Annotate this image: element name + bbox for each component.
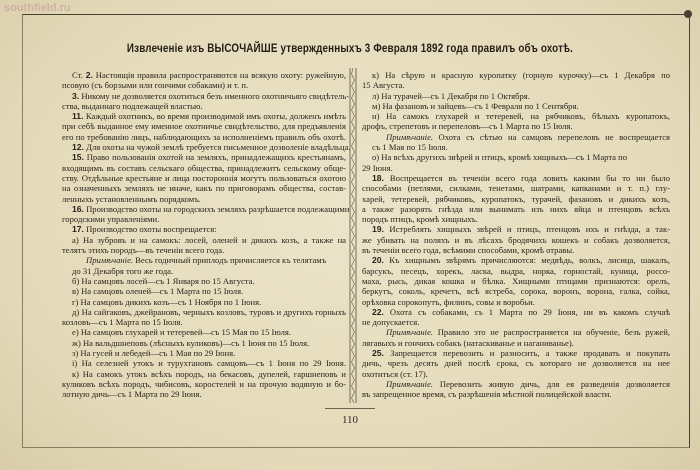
text-line: 3. Никому не дозволяется охотиться безъ именного охотничьяго свидѣтель- [72, 90, 350, 101]
text-line: 11. Каждый охотникъ, во время производимой имъ охоты, долженъ имѣть [72, 111, 346, 122]
article-number: 2. [85, 70, 93, 80]
frame-ornament-dot [684, 10, 692, 18]
article-number: 17. [72, 224, 84, 235]
text-line: 25. Запрещается перевозить и разносить, а также продавать и покупать [372, 348, 670, 359]
text-line: псовую (съ борзыми или гончими собаками) и т. п. [62, 80, 249, 91]
text-line: о) На всѣхъ другихъ звѣрей и птицъ, кромѣ хищныхъ—съ 1 Марта по [372, 152, 628, 163]
text-line: а) На зубровъ и на самокъ: лосей, оленей и дикихъ козъ, а также на [72, 234, 346, 245]
right-column [362, 70, 670, 400]
text-line: входящимъ въ составъ сельскаго общества, принадлежитъ сельскому обще- [62, 162, 346, 173]
text-line: 15 Августа. [362, 80, 405, 91]
article-number: 22. [372, 306, 384, 317]
text-line: Ст. 2. Настоящія правила распространяются на всякую охоту: ружейную, [72, 70, 346, 80]
text-line: 12. Для охоты на чужой землѣ требуется письменное дозволеніе владѣльца. [72, 142, 351, 153]
text-line: не допускается. [362, 317, 420, 328]
text-line: 17. Производство охоты воспрещается: [72, 224, 217, 235]
text-line: ства, выданнаго подлежащей властью. [62, 100, 203, 111]
column-divider-ornament [347, 68, 359, 403]
text-line: в) На самцовъ оленей—съ 1 Марта по 15 Іюля. [72, 286, 244, 297]
text-line: лотную дичь—съ 1 Марта по 29 Іюня. [62, 389, 202, 400]
article-number: 20. [372, 255, 384, 266]
text-line: харей, тетеревей, рябчиковъ, куропатокъ, турачей, фазановъ и дикихъ козъ, [362, 193, 670, 204]
text-line: к) На самокъ утокъ всѣхъ породъ, на бекасовъ, дупелей, гаршнеповъ и [72, 368, 346, 379]
article-number: 15. [72, 152, 84, 163]
article-number: 16. [72, 203, 84, 214]
article-number: 18. [372, 172, 384, 183]
text-line: способами (петлями, силками, тенетами, шатрами, капканами и т. п.) глу- [362, 183, 670, 194]
text-line: б) На самцовъ лосей—съ 1 Января по 15 Августа. [72, 275, 255, 286]
text-line: Примѣчаніе. Охота съ сѣтью на самцовъ перепеловъ не воспрещается [386, 131, 670, 142]
page-number-rule [325, 408, 375, 409]
article-number: 19. [372, 224, 384, 235]
note-label: Примѣчаніе. [386, 327, 434, 338]
text-line: н) На самокъ глухарей и тетеревей, на рябчиковъ, бѣлыхъ куропатокъ, [372, 111, 670, 122]
text-line: въ запрещенное время, съ разрѣшенія мѣстной полицейской власти. [362, 389, 612, 400]
text-line: козловъ—съ 1 Марта по 15 Іюля. [62, 317, 183, 328]
text-line: 19. Истреблять хищныхъ звѣрей и птицъ, птенцовъ ихъ и гнѣзда, а так- [372, 224, 670, 235]
text-line: его по требованію лицъ, наблюдающихъ за исполненіемъ правилъ объ охотѣ. [62, 131, 346, 142]
text-line: лягавыхъ и гончихъ собакъ (натаскиванье и наганиванье). [362, 337, 574, 348]
text-line: маха, рысь, дикая кошка и бѣлка. Хищными птицами признаются: орелъ, [362, 275, 670, 286]
text-line: дрофъ, стрепетовъ и перепеловъ—съ 1 Марта по 15 Іюля. [362, 121, 573, 132]
article-number: 12. [72, 142, 84, 153]
text-line: 29 Іюня. [362, 162, 393, 173]
text-line: 18. Воспрещается въ теченіи всего года ловить какими бы то ни было [372, 172, 670, 183]
text-line: же убивать на поляхъ и въ лѣсахъ бродячихъ кошекъ и собакъ дозволяется, [362, 234, 670, 245]
text-line: барсукъ, песецъ, хорекъ, ласка, выдра, норка, горностай, куница, россо- [362, 265, 670, 276]
watermark: southfield.ru [4, 2, 71, 14]
article-number: 11. [72, 111, 84, 122]
note-label: Примѣчаніе. [86, 255, 134, 266]
text-line: м) На фазановъ и зайцевъ—съ 1 Февраля по 1 Сентября. [372, 100, 579, 111]
text-line: беркутъ, соколь, кречетъ, всѣ ястреба, сорока, воронъ, ворона, галка, сойка, [362, 286, 670, 297]
text-line: съ 1 Мая по 15 Іюля. [372, 142, 448, 153]
text-line: до 31 Декабря того же года. [72, 265, 174, 276]
text-line: і) На селезней утокъ и турухтановъ самцовъ—съ 1 Іюня по 29 Іюня. [72, 358, 346, 369]
text-line: д) На сайгаковъ, джейрановъ, черныхъ козловъ, туровъ и другихъ горныхъ [72, 306, 346, 317]
text-line: 16. Производство охоты на городскихъ земляхъ разрѣшается подлежащими [72, 203, 350, 214]
page-number: 110 [341, 414, 359, 426]
text-line: охотиться (ст. 17). [362, 368, 428, 379]
text-line: телятъ этихъ породъ—въ теченіи всего года. [62, 245, 225, 256]
text-line: л) На турачей—съ 1 Декабря по 1 Октября. [372, 90, 530, 101]
text-line: е) На самцовъ глухарей и тетеревей—съ 15 Мая по 15 Іюля. [72, 327, 291, 338]
text-line: куликовъ всѣхъ породъ, чибисовъ, коростелей и на прочую водяную и бо- [62, 378, 346, 389]
text-line: орѣховка сорокопутъ, филинъ, совы и воробьи. [362, 296, 535, 307]
text-line: при себѣ выданное ему именное охотничье свидѣтельство, для предъявленія [62, 121, 346, 132]
text-line: а также разорять гнѣзда или вынимать изъ нихъ яйца и птенцовъ всѣхъ [362, 203, 670, 214]
text-line: 20. Къ хищнымъ звѣрямъ причисляются: медвѣдь, волкъ, лисица, шакалъ, [372, 255, 670, 266]
text-line: 15. Право пользованія охотой на земляхъ, принадлежащихъ крестьянамъ, [72, 152, 346, 163]
text-line: породъ птицъ, кромѣ хищныхъ. [362, 214, 478, 225]
article-number: 3. [72, 90, 80, 101]
text-line: на означенныхъ земляхъ не иначе, какъ по приговорамъ общества, состав- [62, 183, 346, 194]
text-line: Примѣчаніе. Перевозить живую дичь, для ея разведенія дозволяется [386, 378, 670, 389]
text-line: г) На самцовъ дикихъ козъ—съ 1 Ноября по 1 Іюня. [72, 296, 262, 307]
text-line: Примѣчаніе. Весь годичный приплодъ причисляется къ телятамъ [86, 255, 327, 266]
text-line: Примѣчаніе. Правило это не распространяется на обученіе, безъ ружей, [386, 327, 670, 338]
text-line: з) На гусей и лебедей—съ 1 Мая по 29 Іюня. [72, 348, 236, 359]
left-column [62, 70, 351, 400]
text-line: городскими управленіями. [62, 214, 160, 225]
text-line: ж) На вальдшнеповъ (лѣсныхъ куликовъ)—съ 1 Іюня по 15 Іюля. [72, 337, 310, 348]
article-number: 25. [372, 348, 384, 359]
text-line: въ теченіи всего года, всѣмими способами, кромѣ отравы. [362, 245, 575, 256]
text-line: ству. Отдѣльные крестьяне и лица постороннія могутъ пользоваться охотою [62, 172, 346, 183]
text-line: дичь, чрезъ десять дней послѣ срока, съ котораго не дозволяется на нее [362, 358, 670, 369]
page-title: Извлеченіе изъ ВЫСОЧАЙШЕ утвержденныхъ 3 Февраля 1892 года правилъ объ охотѣ. [126, 41, 574, 55]
text-line: 22. Охота съ собаками, съ 1 Марта по 29 Іюня, ни въ какомъ случаѣ [372, 306, 670, 317]
text-line: ленныхъ установленнымъ порядкомъ. [62, 193, 201, 204]
note-label: Примѣчаніе. [386, 131, 434, 142]
text-line: к) На сѣрую и красную куропатку (горную курочку)—съ 1 Декабря по [372, 70, 670, 80]
note-label: Примѣчаніе. [386, 378, 434, 389]
